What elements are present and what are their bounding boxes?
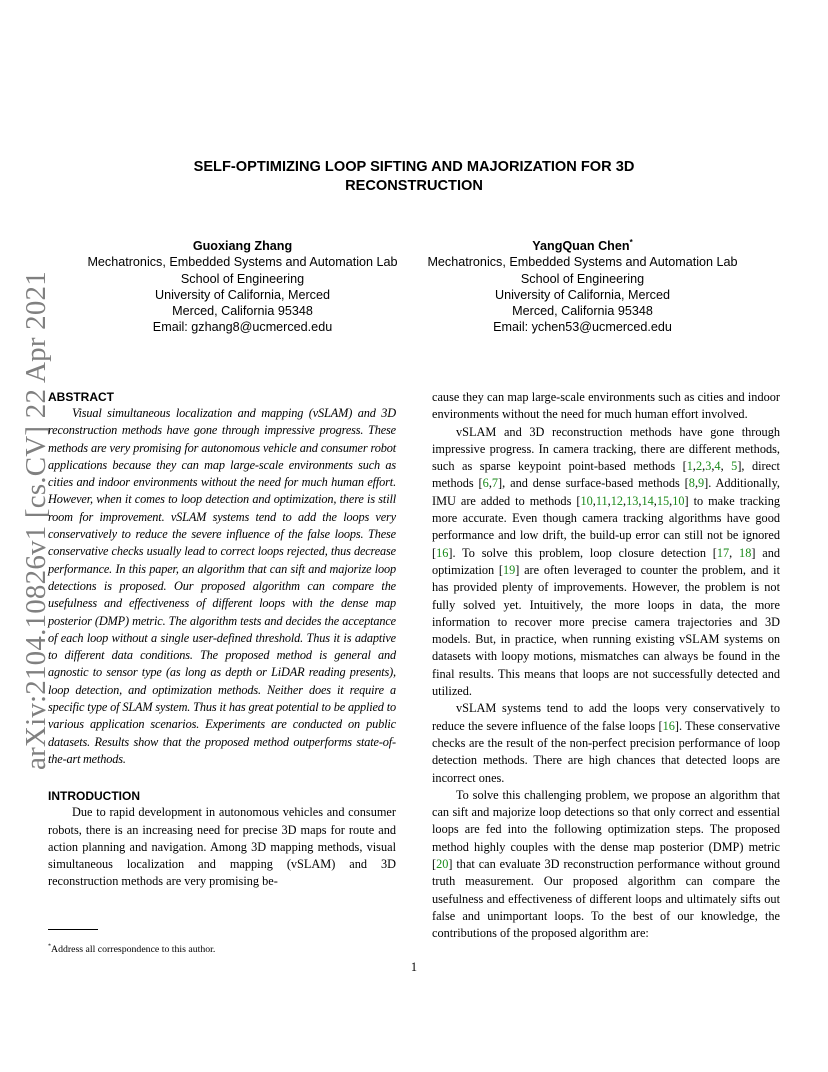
citation-link[interactable]: 18 <box>739 545 752 560</box>
citation-link[interactable]: 9 <box>698 476 705 491</box>
author-university: University of California, Merced <box>155 287 330 302</box>
intro-paragraph-1: Due to rapid development in autonomous vehicles and consumer robots, there is an increasing need for precise 3D maps for route and action planning and navigation. Among 3D mapping methods, visual simultaneous localization and mapping (vSLAM) and 3D reconstruction methods are very promising be- <box>48 805 396 889</box>
intro-paragraph-2: vSLAM and 3D reconstruction methods have gone through impressive progress. In camera tracking, there are different methods, such as sparse keypoint point-based methods [1,2,3,4, 5], direct methods [6,7], and dense surface-based methods [8,9]. Additionally, IMU are added to methods [10,11,12,13,14,15,10] to make tracking more accurate. Even though camera tracking algorithms have good performance and low drift, the build-up error can still not be ignored [16]. To solve this problem, loop closure detection [17, 18] and optimization [19] are often leveraged to counter the problem, and it has provided plenty of improvements. However, the problem is not fully solved yet. Intuitively, the more loops in data, the more information to recover more precise camera trajectories and 3D models. But, in practice, when running existing vSLAM systems on datasets with loopy motions, mismatches can always be found in the final results. This means that loops are not successfully detected and utilized. <box>432 424 781 699</box>
correspondence-marker: * <box>629 237 633 247</box>
author-2 <box>410 238 755 336</box>
abstract-text: Visual simultaneous localization and mapping (vSLAM) and 3D reconstruction methods have gone through impressive progress. These methods are very promising for autonomous vehicle and consumer robot applications because they can map large-scale environments such as cities and indoor environments without the need for much human effort. However, when it comes to loop detection and optimization, there is still room for improvement. vSLAM systems tend to add the loops very conservatively to reduce the severe influence of the false loops. These conservative checks usually lead to correct loops rejected, thus decrease performance. In this paper, an algorithm that can sift and majorize loop detections is proposed. Our proposed algorithm can compare the usefulness and effectiveness of different loops with the dense map posterior (DMP) metric. The algorithm tests and decides the acceptance of each loop without a single user-defined threshold. Thus it is adaptive to different data conditions. The proposed method is general and agnostic to sensor type (as long as depth or LiDAR reading presents), loop detection, and optimization methods. Neither does it require a specific type of SLAM system. Thus it has great potential to be applied to various application scenarios. Experiments are conducted on public datasets. Results show that the proposed method outperforms state-of-the-art methods. <box>48 406 396 766</box>
author-email: Email: gzhang8@ucmerced.edu <box>152 320 333 335</box>
author-school: School of Engineering <box>520 271 645 286</box>
intro-paragraph-3: vSLAM systems tend to add the loops very conservatively to reduce the severe influence of the false loops [16]. These conservative checks are the result of the non-perfect precision performance of loop detection methods. There are high chances that detected loops are incorrect ones. <box>432 701 780 785</box>
footnote-text: Address all correspondence to this author. <box>51 944 216 955</box>
author-name: Guoxiang Zhang <box>192 239 293 253</box>
intro-paragraph-4: To solve this challenging problem, we propose an algorithm that can sift and majorize loop detections so that only correct and essential loops are fed into the following optimization steps. The proposed method highly couples with the dense map posterior (DMP) metric [20] that can evaluate 3D reconstruction performance without ground truth measurement. Our proposed algorithm can compare the usefulness and effectiveness of different loops and ultimately sifts out false and unimportant loops. To the best of our knowledge, the contributions of the proposed algorithm are: <box>432 787 780 941</box>
footnote-rule <box>48 929 98 930</box>
citation-link[interactable]: 6 <box>482 476 489 491</box>
citation-link[interactable]: 12 <box>610 493 624 508</box>
citation-link[interactable]: 17 <box>716 545 730 560</box>
citation-link[interactable]: 10 <box>580 493 593 508</box>
citation-link[interactable]: 7 <box>491 476 499 491</box>
author-school: School of Engineering <box>180 271 305 286</box>
abstract-heading: ABSTRACT <box>48 390 114 404</box>
author-address: Merced, California 95348 <box>512 304 653 319</box>
left-column <box>48 389 396 891</box>
page-number: 1 <box>410 960 418 974</box>
author-university: University of California, Merced <box>495 287 670 302</box>
author-name: YangQuan Chen* <box>532 237 633 253</box>
footnote-marker: * <box>48 943 51 950</box>
author-block <box>70 238 760 338</box>
citation-link[interactable]: 16 <box>436 545 449 560</box>
citation-link[interactable]: 11 <box>595 493 608 508</box>
citation-link[interactable]: 1 <box>686 459 693 474</box>
citation-link[interactable]: 2 <box>695 459 703 474</box>
citation-link[interactable]: 20 <box>436 857 449 872</box>
author-1 <box>70 238 415 336</box>
author-address: Merced, California 95348 <box>172 304 313 319</box>
intro-paragraph-1-continued: cause they can map large-scale environments such as cities and indoor environments without the need for much human effort involved. <box>432 390 780 422</box>
footnote <box>48 944 396 956</box>
citation-link[interactable]: 14 <box>641 493 654 508</box>
citation-link[interactable]: 13 <box>626 493 639 508</box>
citation-link[interactable]: 19 <box>502 562 516 577</box>
author-lab: Mechatronics, Embedded Systems and Automation Lab <box>87 255 398 270</box>
citation-link[interactable]: 3 <box>705 459 712 474</box>
citation-link[interactable]: 10 <box>672 493 685 508</box>
author-lab: Mechatronics, Embedded Systems and Automation Lab <box>427 255 738 270</box>
arxiv-stamp: arXiv:2104.10826v1 [cs.CV] 22 Apr 2021 <box>20 271 52 770</box>
citation-link[interactable]: 15 <box>656 493 670 508</box>
introduction-heading: INTRODUCTION <box>48 789 140 804</box>
citation-link[interactable]: 5 <box>731 459 738 474</box>
right-column <box>432 389 780 943</box>
citation-link[interactable]: 16 <box>662 718 675 733</box>
citation-link[interactable]: 4 <box>714 459 721 474</box>
citation-link[interactable]: 8 <box>688 476 695 491</box>
author-email: Email: ychen53@ucmerced.edu <box>493 320 672 335</box>
paper-title: SELF-OPTIMIZING LOOP SIFTING AND MAJORIZATION FOR 3D RECONSTRUCTION <box>193 159 635 194</box>
